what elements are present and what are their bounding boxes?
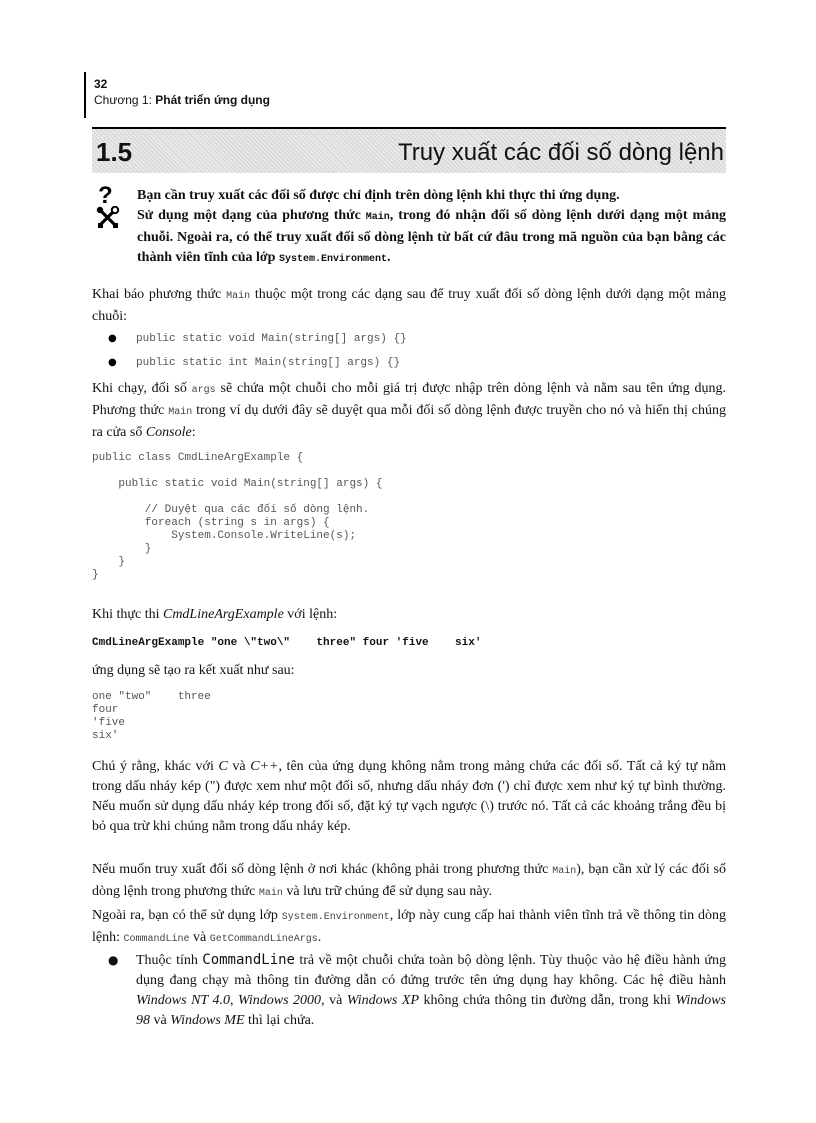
chapter-title: Phát triển ứng dụng xyxy=(155,93,270,107)
italic-term: Windows 98 xyxy=(136,993,727,1028)
text: và xyxy=(227,759,251,774)
text: thì lại chứa. xyxy=(244,1013,315,1028)
page-header xyxy=(84,72,270,118)
italic-term: Windows 2000 xyxy=(237,993,322,1008)
code-example: public class CmdLineArgExample { public static void Main(string[] args) { // Duyệt qua các đối số dòng lệnh. foreach (string s in args) { System.Console.WriteLine(s); } } } xyxy=(92,452,383,581)
bullet-icon: ● xyxy=(108,953,119,967)
text: Thuộc tính xyxy=(136,953,203,968)
text: Khi chạy, đối số xyxy=(92,381,192,396)
italic-term: CmdLineArgExample xyxy=(162,607,284,622)
inline-code: CommandLine xyxy=(123,934,190,945)
text: ), bạn cần xử lý các đối số dòng lệnh trong phương thức xyxy=(92,862,727,899)
inline-code: GetCommandLineArgs xyxy=(209,934,318,945)
italic-term: C xyxy=(218,759,228,774)
solution-row xyxy=(92,206,726,270)
inline-code: Main xyxy=(226,291,251,302)
paragraph-execute xyxy=(92,605,726,625)
solution-text-c: . xyxy=(387,250,391,265)
text: Nếu muốn truy xuất đối số dòng lệnh ở nơi khác (không phải trong phương thức xyxy=(92,862,553,877)
command-line: CmdLineArgExample "one \"two\" three" four 'five six' xyxy=(92,637,482,649)
paragraph-notes xyxy=(92,757,726,837)
problem-text: Bạn cần truy xuất các đối số được chỉ định trên dòng lệnh khi thực thi ứng dụng. xyxy=(137,188,620,203)
text: và xyxy=(189,930,210,945)
program-output: one "two" three four 'five six' xyxy=(92,691,211,742)
text: không chứa thông tin đường dẫn, trong khi xyxy=(419,993,676,1008)
chapter-line xyxy=(94,92,270,108)
paragraph-args xyxy=(92,379,726,443)
inline-code: CommandLine xyxy=(202,952,295,968)
svg-text:?: ? xyxy=(98,182,113,206)
problem-solution-box xyxy=(92,182,726,270)
text: và xyxy=(150,1013,171,1028)
text: . xyxy=(317,930,322,945)
paragraph-environment xyxy=(92,906,726,950)
inline-code: Main xyxy=(168,407,193,418)
text: và lưu trữ chúng để sử dụng sau này. xyxy=(282,884,493,899)
text: thuộc một trong các dạng sau để truy xuất đối số dòng lệnh dưới dạng một mảng chuỗi: xyxy=(92,287,726,324)
problem-row xyxy=(92,182,726,206)
solution-text-b: , trong đó nhận đối số dòng lệnh dưới dạng một mảng chuỗi. Ngoài ra, có thể truy xuất đối số dòng lệnh từ bất cứ đâu trong mã nguồn của bạn bằng các thành viên tĩnh của lớp xyxy=(137,208,726,265)
text: Chú ý rằng, khác với xyxy=(92,759,219,774)
text: Ngoài ra, bạn có thể sử dụng lớp xyxy=(92,908,282,923)
inline-code: System.Environment xyxy=(281,912,390,923)
page-number: 32 xyxy=(94,77,108,91)
italic-term: Windows ME xyxy=(170,1013,245,1028)
bullet-icon: ● xyxy=(108,333,117,344)
section-title: Truy xuất các đối số dòng lệnh xyxy=(398,139,724,166)
text: , lớp này cung cấp hai thành viên tĩnh trả về thông tin dòng lệnh: xyxy=(92,908,727,945)
italic-term: C++ xyxy=(250,759,279,774)
text: Khi thực thi xyxy=(92,607,163,622)
bullet-text xyxy=(136,950,726,1031)
solution-code-main: Main xyxy=(365,212,390,223)
italic-term: Windows NT 4.0 xyxy=(136,993,230,1008)
inline-code: args xyxy=(191,385,216,396)
question-mark-icon xyxy=(94,182,126,206)
italic-term: Windows XP xyxy=(346,993,419,1008)
paragraph-declare-main xyxy=(92,285,726,327)
inline-code: Main xyxy=(552,866,577,877)
signature-code: public static void Main(string[] args) {} xyxy=(136,333,407,345)
section-title-bar xyxy=(92,127,726,173)
text: sẽ chứa một chuỗi cho mỗi giá trị được nhập trên dòng lệnh và nằm sau tên ứng dụng. Phương thức xyxy=(92,381,726,418)
solution-code-environment: System.Environment xyxy=(278,254,387,265)
text: , xyxy=(229,993,238,1008)
text: , tên của ứng dụng không nằm trong mảng chứa các đối số. Tất cả ký tự nằm trong dấu nháy kép (") được xem như một đối số, nhưng dấu nháy đơn (') chỉ được xem như ký tự bình thường. Nếu muốn sử dụng dấu nháy kép trong đối số, đặt ký tự vạch ngược (\) trước nó. Tất cả các khoảng trắng đều bị bỏ qua trừ khi chúng nằm trong dấu nháy kép. xyxy=(92,759,726,834)
bullet-commandline xyxy=(108,950,726,1031)
text: với lệnh: xyxy=(283,607,338,622)
text: trả về một chuỗi chứa toàn bộ dòng lệnh. Tùy thuộc vào hệ điều hành ứng dụng đang chạy mà thông tin đường dẫn có đứng trước tên ứng dụng hay không. Các hệ điều hành xyxy=(136,953,726,988)
italic-term: Console xyxy=(145,425,192,440)
bullet-icon: ● xyxy=(108,357,117,368)
text: , và xyxy=(321,993,347,1008)
section-number: 1.5 xyxy=(96,137,133,167)
text: Khai báo phương thức xyxy=(92,287,227,302)
signature-code: public static int Main(string[] args) {} xyxy=(136,357,401,369)
solution-text-a: Sử dụng một dạng của phương thức xyxy=(137,208,366,223)
tools-icon xyxy=(94,206,126,230)
chapter-prefix: Chương 1: xyxy=(94,93,156,107)
text: trong ví dụ dưới đây sẽ duyệt qua mỗi đối số dòng lệnh được truyền cho nó và hiển thị chúng ra cửa sổ xyxy=(92,403,726,440)
text: : xyxy=(191,425,196,440)
inline-code: Main xyxy=(258,888,283,899)
paragraph-output-intro: ứng dụng sẽ tạo ra kết xuất như sau: xyxy=(92,663,295,678)
paragraph-elsewhere xyxy=(92,860,726,904)
